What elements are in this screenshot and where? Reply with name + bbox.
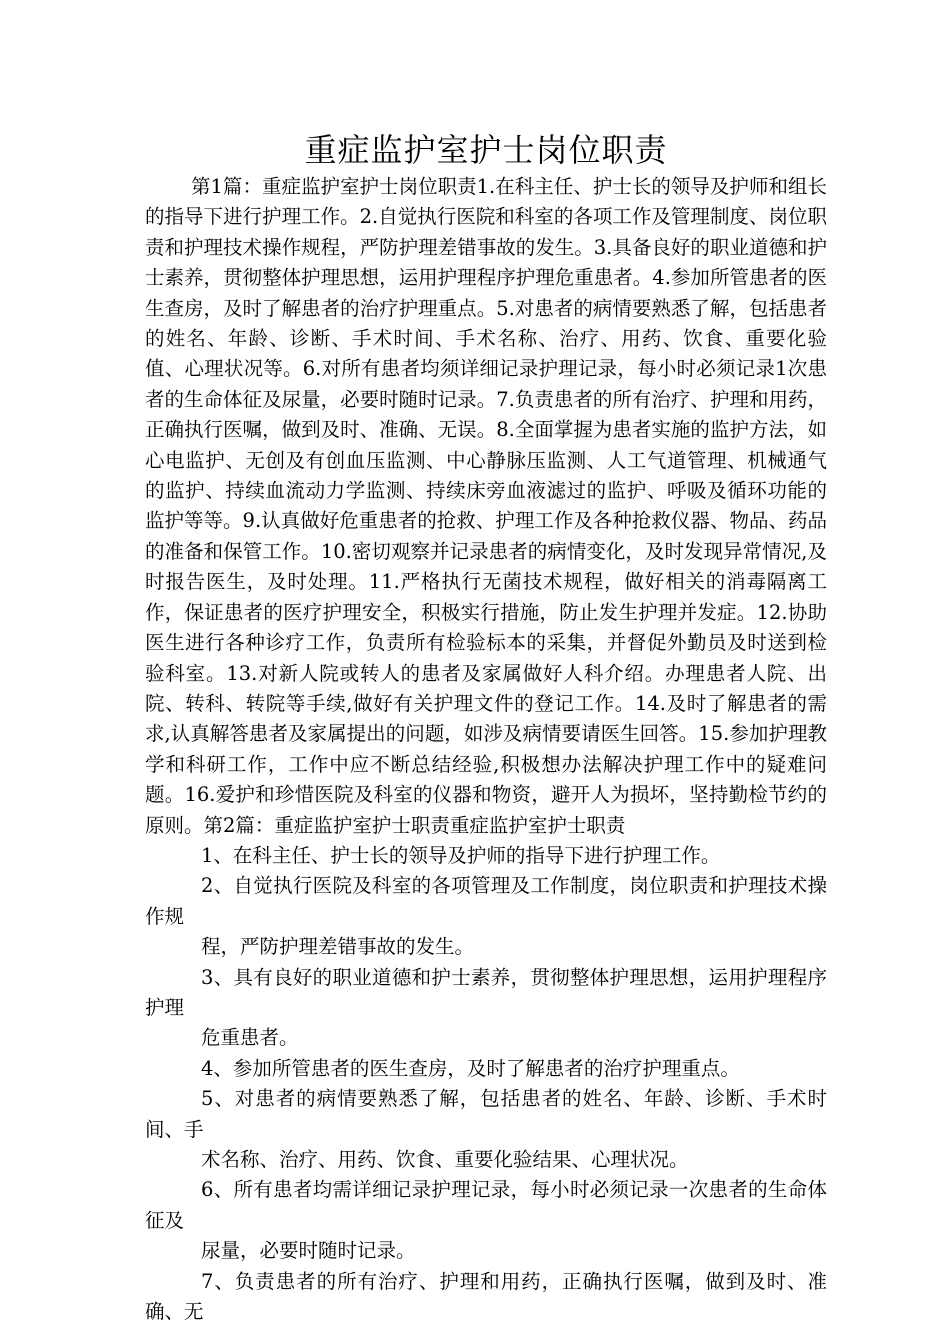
paragraph: 5、对患者的病情要熟悉了解，包括患者的姓名、年龄、诊断、手术时间、手: [145, 1087, 827, 1141]
paragraph: 术名称、治疗、用药、饮食、重要化验结果、心理状况。: [201, 1148, 689, 1171]
document-page: [145, 128, 827, 1327]
paragraph: 尿量，必要时随时记录。: [201, 1239, 416, 1263]
paragraph: 1、在科主任、护士长的领导及护师的指导下进行护理工作。: [201, 843, 721, 867]
paragraph: 6、所有患者均需详细记录护理记录，每小时必须记录一次患者的生命体征及: [145, 1178, 827, 1232]
paragraph: 4、参加所管患者的医生查房，及时了解患者的治疗护理重点。: [201, 1056, 740, 1080]
paragraph: 7、负责患者的所有治疗、护理和用药，正确执行医嘱，做到及时、准确、无: [145, 1269, 827, 1324]
paragraph: 程，严防护理差错事故的发生。: [201, 935, 475, 959]
paragraph: 第1篇：重症监护室护士岗位职责1.在科主任、护士长的领导及护师和组长的指导下进行护理工作。2.自觉执行医院和科室的各项工作及管理制度、岗位职责和护理技术操作规程，严防护理差错事故的发生。3.具备良好的职业道德和护士素养，贯彻整体护理思想，运用护理程序护理危重患者。4.参加所管患者的医生查房，及时了解患者的治疗护理重点。5.对患者的病情要熟悉了解，包括患者的姓名、年龄、诊断、手术时间、手术名称、治疗、用药、饮食、重要化验值、心理状况等。6.对所有患者均须详细记录护理记录，每小时必须记录1次患者的生命体征及尿量，必要时随时记录。7.负责患者的所有治疗、护理和用药，正确执行医嘱，做到及时、准确、无误。8.全面掌握为患者实施的监护方法，如心电监护、无创及有创血压监测、中心静脉压监测、人工气道管理、机械通气的监护、持续血流动力学监测、持续床旁血液滤过的监护、呼吸及循环功能的监护等等。9.认真做好危重患者的抢救、护理工作及各种抢救仪器、物品、药品的准备和保管工作。10.密切观察并记录患者的病情变化，及时发现异常情况,及时报告医生，及时处理。11.严格执行无菌技术规程，做好相关的消毒隔离工作，保证患者的医疗护理安全，积极实行措施，防止发生护理并发症。12.协助医生进行各种诊疗工作，负责所有检验标本的采集，并督促外勤员及时送到检验科室。13.对新人院或转人的患者及家属做好人科介绍。办理患者人院、出院、转科、转院等手续,做好有关护理文件的登记工作。14.及时了解患者的需求,认真解答患者及家属提出的问题，如涉及病情要请医生回答。15.参加护理教学和科研工作，工作中应不断总结经验,积极想办法解决护理工作中的疑难问题。16.爱护和珍惜医院及科室的仪器和物资，避开人为损坏，坚持勤检节约的原则。第2篇：重症监护室护士职责重症监护室护士职责: [145, 175, 827, 837]
paragraph: 3、具有良好的职业道德和护士素养，贯彻整体护理思想，运用护理程序护理: [145, 965, 827, 1019]
paragraph: 危重患者。: [201, 1026, 299, 1050]
paragraph: 2、自觉执行医院及科室的各项管理及工作制度，岗位职责和护理技术操作规: [145, 874, 827, 928]
document-title: 重症监护室护士岗位职责: [304, 131, 668, 169]
document-body: [145, 172, 827, 1327]
